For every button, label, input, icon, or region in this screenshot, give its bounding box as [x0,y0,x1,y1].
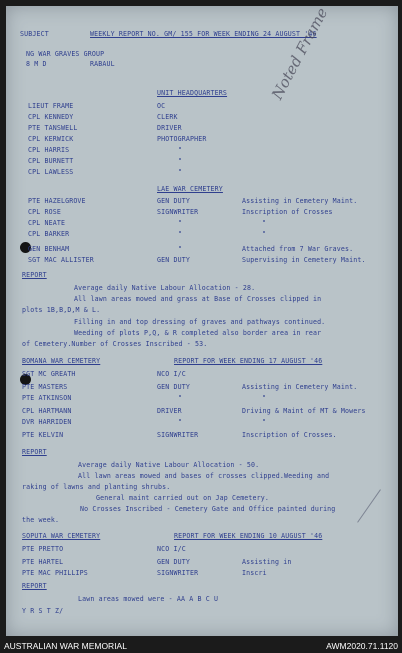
staff-name: CPL KERWICK [28,135,74,143]
staff-name: PTE MAC PHILLIPS [22,569,88,577]
staff-name: PTE KELVIN [22,431,64,439]
staff-name: CPL BURNETT [28,157,74,165]
staff-name: CPL BARKER [28,230,70,238]
staff-name: DVR HARRIDEN [22,418,72,426]
section-subheading: REPORT FOR WEEK ENDING 10 AUGUST '46 [174,532,323,540]
staff-duty: Assisting in [242,558,292,566]
staff-role: PHOTOGRAPHER [157,135,207,143]
staff-role: DRIVER [157,407,182,415]
report-line: All lawn areas mowed and bases of crosses clipped.Weeding and [78,472,330,480]
staff-role: GEN DUTY [157,558,190,566]
archive-reference: AWM2020.71.1120 [326,641,398,651]
staff-name: PTE TANSWELL [28,124,78,132]
staff-name: CPL LAWLESS [28,168,74,176]
staff-name: PTE HAZELGROVE [28,197,86,205]
staff-name: CPL HARTMANN [22,407,72,415]
ditto-mark: " [262,394,267,402]
archive-footer [0,640,402,653]
staff-role: SIGNWRITER [157,208,199,216]
report-line: All lawn areas mowed and grass at Base of Crosses clipped in [74,295,322,303]
report-label: REPORT [22,271,47,279]
staff-duty: Assisting in Cemetery Maint. [242,197,358,205]
report-line: No Crosses Inscribed - Cemetery Gate and Office painted during [80,505,336,513]
staff-name: CPL ROSE [28,208,61,216]
ditto-mark: " [178,418,183,426]
ditto-mark: " [178,245,183,253]
location: RABAUL [90,60,115,68]
ditto-mark: " [262,219,267,227]
report-line: of Cemetery.Number of Crosses Inscribed - 53. [22,340,208,348]
section-heading-unit-hq: UNIT HEADQUARTERS [157,89,228,97]
report-line: Average daily Native Labour Allocation - 28. [74,284,256,292]
staff-role: GEN DUTY [157,256,190,264]
report-label: REPORT [22,582,47,590]
unit-name: NG WAR GRAVES GROUP [26,50,105,58]
report-line: Average daily Native Labour Allocation - 50. [78,461,260,469]
staff-duty: Supervising in Cemetery Maint. [242,256,366,264]
staff-role: GEN DUTY [157,197,190,205]
report-line: plots 1B,B,D,M & L. [22,306,101,314]
report-line: Filling in and top dressing of graves and pathways continued. [74,318,326,326]
report-line: General maint carried out on Jap Cemetery. [96,494,270,502]
report-title: WEEKLY REPORT NO. GM/ 155 FOR WEEK ENDING 24 AUGUST '46 [90,30,317,38]
staff-name: CPL HARRIS [28,146,70,154]
staff-name: SGT MAC ALLISTER [28,256,94,264]
staff-name: PTE ATKINSON [22,394,72,402]
staff-role: NCO I/C [157,370,186,378]
staff-name: PTE PRETTO [22,545,64,553]
staff-name: GEN BENHAM [28,245,70,253]
ditto-mark: " [178,157,183,165]
ditto-mark: " [178,230,183,238]
report-line: Weeding of plots P,Q, & R completed also border area in rear [74,329,322,337]
staff-duty: Driving & Maint of MT & Mowers [242,407,366,415]
ditto-mark: " [262,230,267,238]
section-heading-soputa: SOPUTA WAR CEMETERY [22,532,101,540]
staff-role: SIGNWRITER [157,569,199,577]
staff-role: DRIVER [157,124,182,132]
staff-duty: Inscri [242,569,267,577]
section-subheading: REPORT FOR WEEK ENDING 17 AUGUST '46 [174,357,323,365]
ditto-mark: " [178,219,183,227]
staff-role: NCO I/C [157,545,186,553]
archive-name: AUSTRALIAN WAR MEMORIAL [4,641,127,651]
staff-name: CPL NEATE [28,219,66,227]
section-heading-bomana: BOMANA WAR CEMETERY [22,357,101,365]
staff-name: PTE MASTERS [22,383,68,391]
staff-duty: Inscription of Crosses [242,208,333,216]
ditto-mark: " [178,168,183,176]
subject-label: SUBJECT [20,30,49,38]
staff-name: PTE HARTEL [22,558,64,566]
document-page [6,6,398,636]
report-label: REPORT [22,448,47,456]
section-heading-lae: LAE WAR CEMETERY [157,185,223,193]
staff-name: SGT MC GREATH [22,370,76,378]
ditto-mark: " [178,146,183,154]
staff-role: SIGNWRITER [157,431,199,439]
staff-role: GEN DUTY [157,383,190,391]
report-line: raking of lawns and planting shrubs. [22,483,171,491]
staff-duty: Assisting in Cemetery Maint. [242,383,358,391]
ditto-mark: " [262,418,267,426]
district: 8 M D [26,60,47,68]
staff-duty: Attached from 7 War Graves. [242,245,354,253]
staff-duty: Inscription of Crosses. [242,431,337,439]
handwritten-annotation: Noted Frame [268,4,332,103]
staff-role: CLERK [157,113,178,121]
report-line: Lawn areas mowed were - AA A B C U [78,595,219,603]
staff-role: OC [157,102,166,110]
staff-name: LIEUT FRAME [28,102,74,110]
ditto-mark: " [178,394,183,402]
page-trailer: Y R S T Z/ [22,607,64,615]
pen-scribble [357,489,402,538]
report-line: the week. [22,516,60,524]
staff-name: CPL KENNEDY [28,113,74,121]
